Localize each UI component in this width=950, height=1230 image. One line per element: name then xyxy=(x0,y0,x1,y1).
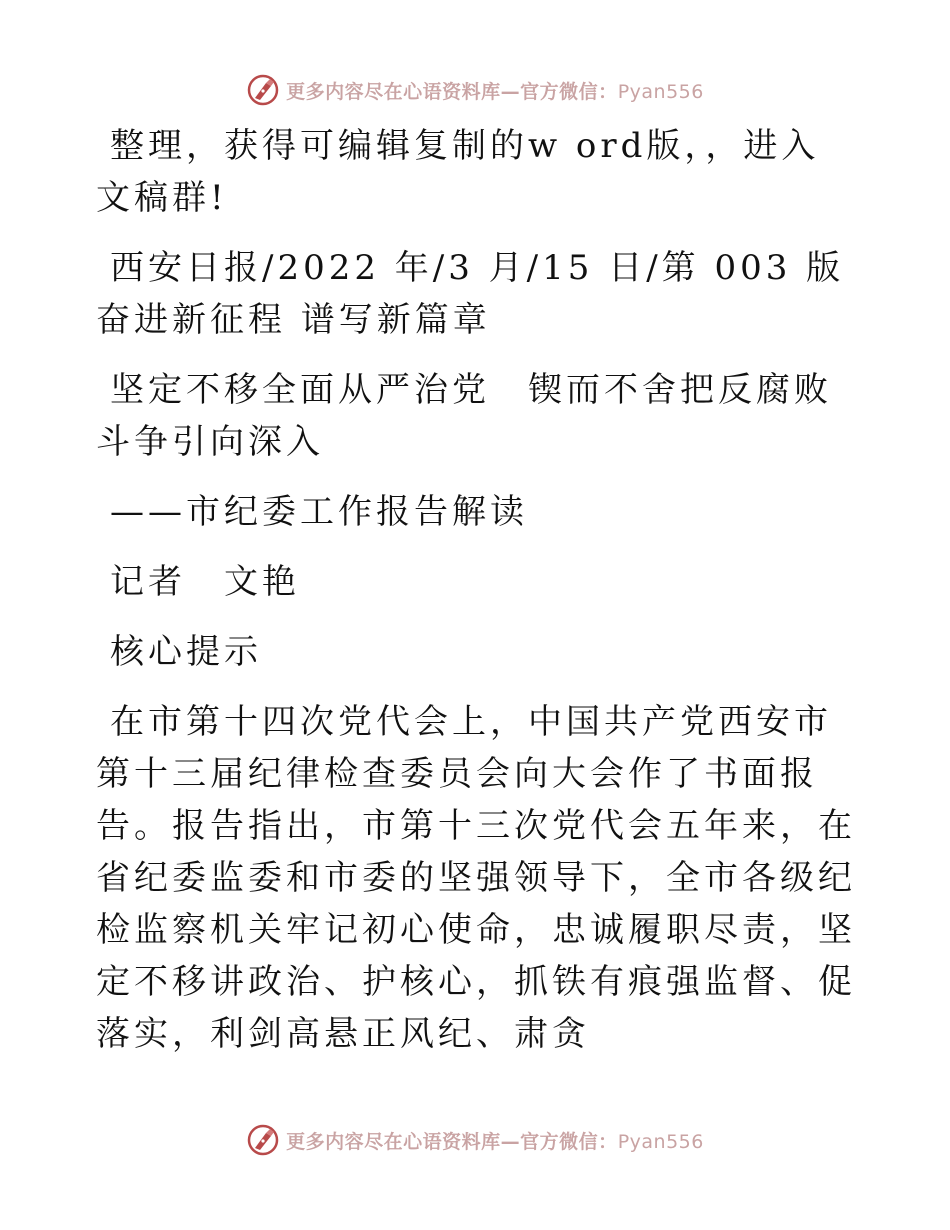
watermark-text: 更多内容尽在心语资料库—官方微信：Pyan556 xyxy=(286,1130,704,1153)
header-watermark xyxy=(0,70,950,110)
pen-nib-logo-icon xyxy=(246,73,280,107)
paragraph-body: 在市第十四次党代会上，中国共产党西安市第十三届纪律检查委员会向大会作了书面报告。报告指出，市第十三次党代会五年来，在省纪委监委和市委的坚强领导下，全市各级纪检监察机关牢记初心使命，忠诚履职尽责，坚定不移讲政治、护核心，抓铁有痕强监督、促落实，利剑高悬正风纪、肃贪 xyxy=(96,702,856,1054)
paragraph-intro: 整理，获得可编辑复制的w ord版，，进入文稿群! xyxy=(96,126,820,218)
paragraph-source-title: 西安日报/2022 年/3 月/15 日/第 003 版奋进新征程 谱写新篇章 xyxy=(96,248,845,340)
article-byline: 记者 文艳 xyxy=(110,562,300,602)
footer-watermark xyxy=(0,1120,950,1160)
article-headline: 坚定不移全面从严治党 锲而不舍把反腐败斗争引向深入 xyxy=(96,370,832,462)
section-heading: 核心提示 xyxy=(110,632,262,672)
watermark-text: 更多内容尽在心语资料库—官方微信：Pyan556 xyxy=(286,80,704,103)
article-subtitle: ——市纪委工作报告解读 xyxy=(110,492,528,532)
document-body xyxy=(96,120,856,1078)
pen-nib-logo-icon xyxy=(246,1123,280,1157)
